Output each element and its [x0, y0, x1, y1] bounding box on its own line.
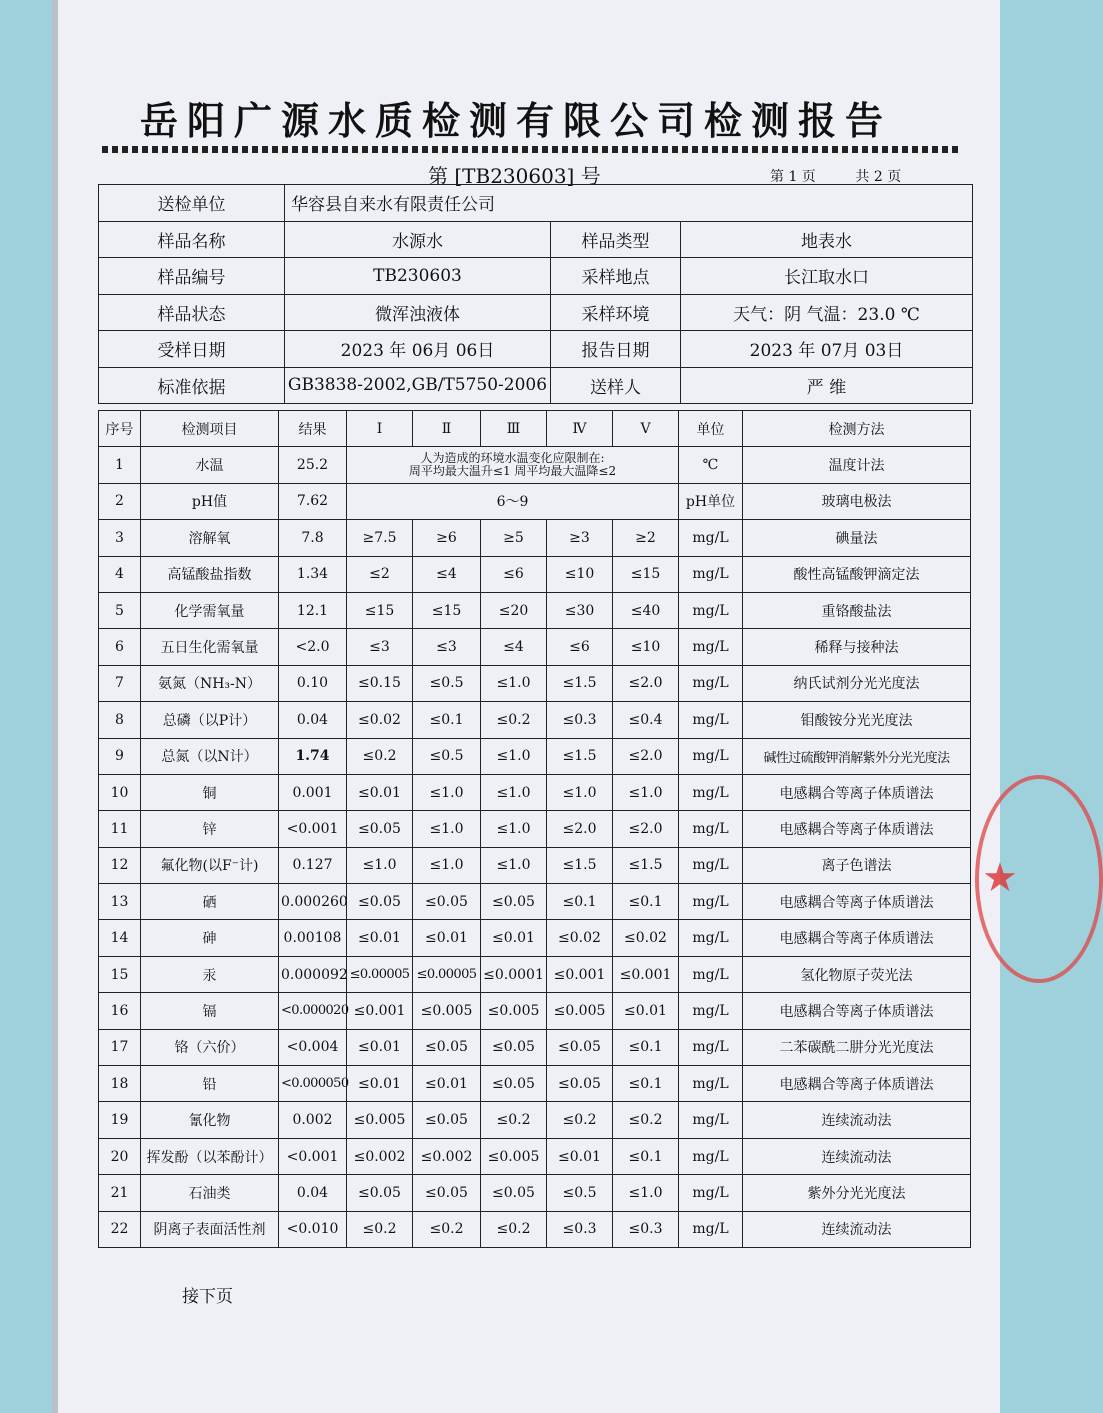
unit: mg/L: [679, 920, 743, 956]
limit-class-3: ≤0.05: [481, 1175, 547, 1211]
test-result: <0.001: [279, 811, 347, 847]
limit-class-4: ≤1.5: [547, 847, 613, 883]
table-row: [99, 1175, 971, 1211]
report-date-value: 2023 年 07月 03日: [681, 331, 973, 368]
test-item: 铅: [141, 1066, 279, 1102]
seal-star-icon: ★: [982, 855, 1018, 901]
sender-value: 严 维: [681, 367, 973, 404]
header-cell: 结果: [279, 411, 347, 447]
sample-info-table: [98, 184, 973, 404]
limit-class-2: ≤0.00005: [413, 956, 481, 992]
limit-class-2: ≤3: [413, 629, 481, 665]
test-item: 锌: [141, 811, 279, 847]
test-item: 总氮（以N计）: [141, 738, 279, 774]
report-number: 第 [TB230603] 号: [428, 164, 601, 188]
limit-class-4: ≤6: [547, 629, 613, 665]
test-result: 25.2: [279, 447, 347, 483]
sample-name-value: 水源水: [285, 221, 551, 258]
recv-date-label: 受样日期: [99, 331, 285, 368]
test-method: 电感耦合等离子体质谱法: [743, 774, 971, 810]
limit-class-3: ≤0.01: [481, 920, 547, 956]
limit-class-5: ≤0.01: [613, 993, 679, 1029]
test-method: 二苯碳酰二肼分光光度法: [743, 1029, 971, 1065]
limit-class-3: ≤0.2: [481, 1211, 547, 1247]
table-row: [99, 993, 971, 1029]
row-number: 9: [99, 738, 141, 774]
table-row: [99, 1029, 971, 1065]
header-cell: Ⅲ: [481, 411, 547, 447]
limit-class-5: ≤0.2: [613, 1102, 679, 1138]
limit-class-1: ≤0.01: [347, 1066, 413, 1102]
unit: mg/L: [679, 1102, 743, 1138]
test-result: 7.8: [279, 520, 347, 556]
page-current: 第 1 页: [770, 169, 816, 185]
limit-class-3: ≤0.05: [481, 1029, 547, 1065]
test-item: pH值: [141, 483, 279, 519]
limit-class-2: ≤0.1: [413, 702, 481, 738]
results-table: [98, 410, 971, 1248]
test-result: 7.62: [279, 483, 347, 519]
unit: mg/L: [679, 738, 743, 774]
env-label: 采样环境: [551, 294, 681, 331]
limit-class-3: ≤0.005: [481, 993, 547, 1029]
limit-class-1: ≤1.0: [347, 847, 413, 883]
unit: mg/L: [679, 520, 743, 556]
site-value: 长江取水口: [681, 258, 973, 295]
env-value: 天气：阴 气温：23.0 ℃: [681, 294, 973, 331]
page-total: 共 2 页: [855, 169, 902, 185]
test-result: 1.34: [279, 556, 347, 592]
test-method: 酸性高锰酸钾滴定法: [743, 556, 971, 592]
unit: mg/L: [679, 592, 743, 628]
test-result: 0.000260: [279, 884, 347, 920]
unit: pH单位: [679, 483, 743, 519]
limit-class-5: ≤0.1: [613, 884, 679, 920]
test-item: 镉: [141, 993, 279, 1029]
limit-class-5: ≤0.1: [613, 1138, 679, 1174]
test-method: 重铬酸盐法: [743, 592, 971, 628]
limit-class-4: ≤0.3: [547, 1211, 613, 1247]
limit-class-5: ≤1.5: [613, 847, 679, 883]
limit-class-5: ≤10: [613, 629, 679, 665]
limit-class-5: ≤40: [613, 592, 679, 628]
table-row: [99, 665, 971, 701]
table-row: [99, 447, 971, 483]
recv-date-value: 2023 年 06月 06日: [285, 331, 551, 368]
table-row: [99, 1102, 971, 1138]
limit-class-5: ≤0.1: [613, 1029, 679, 1065]
limit-class-1: ≤0.001: [347, 993, 413, 1029]
limit-class-5: ≤0.1: [613, 1066, 679, 1102]
test-item: 阴离子表面活性剂: [141, 1211, 279, 1247]
test-item: 砷: [141, 920, 279, 956]
test-method: 电感耦合等离子体质谱法: [743, 993, 971, 1029]
table-row: [99, 556, 971, 592]
row-number: 13: [99, 884, 141, 920]
limit-class-2: ≤0.05: [413, 1102, 481, 1138]
limit-class-1: ≤0.15: [347, 665, 413, 701]
limit-class-2: ≤0.002: [413, 1138, 481, 1174]
sample-type-label: 样品类型: [551, 221, 681, 258]
test-method: 碘量法: [743, 520, 971, 556]
unit: mg/L: [679, 1175, 743, 1211]
limit-class-2: ≤4: [413, 556, 481, 592]
test-result: 0.04: [279, 702, 347, 738]
test-result: 0.000092: [279, 956, 347, 992]
row-number: 6: [99, 629, 141, 665]
limit-class-3: ≥5: [481, 520, 547, 556]
limit-class-5: ≤0.3: [613, 1211, 679, 1247]
row-number: 11: [99, 811, 141, 847]
limit-class-2: ≤15: [413, 592, 481, 628]
state-value: 微浑浊液体: [285, 294, 551, 331]
limit-class-3: ≤0.05: [481, 1066, 547, 1102]
table-row: [99, 702, 971, 738]
client-label: 送检单位: [99, 185, 285, 222]
limit-class-5: ≤2.0: [613, 738, 679, 774]
limit-merged: 6～9: [347, 483, 679, 519]
table-row: [99, 629, 971, 665]
test-item: 化学需氧量: [141, 592, 279, 628]
limit-class-2: ≤0.5: [413, 738, 481, 774]
limit-class-4: ≤0.01: [547, 1138, 613, 1174]
limit-class-3: ≤4: [481, 629, 547, 665]
header-cell: Ⅳ: [547, 411, 613, 447]
limit-class-2: ≤0.05: [413, 1029, 481, 1065]
unit: mg/L: [679, 1066, 743, 1102]
limit-class-3: ≤1.0: [481, 847, 547, 883]
test-method: 电感耦合等离子体质谱法: [743, 1066, 971, 1102]
limit-class-2: ≤1.0: [413, 847, 481, 883]
test-item: 总磷（以P计）: [141, 702, 279, 738]
limit-class-2: ≥6: [413, 520, 481, 556]
test-result: 0.00108: [279, 920, 347, 956]
header-cell: Ⅱ: [413, 411, 481, 447]
unit: mg/L: [679, 847, 743, 883]
unit: mg/L: [679, 629, 743, 665]
limit-class-3: ≤6: [481, 556, 547, 592]
table-row: [99, 1211, 971, 1247]
row-number: 20: [99, 1138, 141, 1174]
limit-class-2: ≤1.0: [413, 774, 481, 810]
test-method: 离子色谱法: [743, 847, 971, 883]
limit-class-1: ≤0.01: [347, 774, 413, 810]
standard-value: GB3838-2002,GB/T5750-2006: [285, 367, 551, 404]
sample-type-value: 地表水: [681, 221, 973, 258]
limit-class-5: ≤15: [613, 556, 679, 592]
unit: mg/L: [679, 811, 743, 847]
limit-class-3: ≤0.0001: [481, 956, 547, 992]
header-cell: Ⅴ: [613, 411, 679, 447]
row-number: 17: [99, 1029, 141, 1065]
limit-class-4: ≤1.0: [547, 774, 613, 810]
header-cell: 检测方法: [743, 411, 971, 447]
limit-class-4: ≤0.02: [547, 920, 613, 956]
test-method: 纳氏试剂分光光度法: [743, 665, 971, 701]
row-number: 10: [99, 774, 141, 810]
unit: mg/L: [679, 702, 743, 738]
test-method: 碱性过硫酸钾消解紫外分光光度法: [743, 738, 971, 774]
test-result: <0.010: [279, 1211, 347, 1247]
test-result: 0.001: [279, 774, 347, 810]
limit-class-3: ≤0.05: [481, 884, 547, 920]
table-row: [99, 847, 971, 883]
continue-note: 接下页: [182, 1287, 233, 1307]
limit-class-3: ≤1.0: [481, 811, 547, 847]
table-row: [99, 483, 971, 519]
title-dotted-rule: [102, 146, 962, 153]
test-method: 电感耦合等离子体质谱法: [743, 920, 971, 956]
limit-class-5: ≤2.0: [613, 811, 679, 847]
limit-class-5: ≤1.0: [613, 1175, 679, 1211]
test-item: 硒: [141, 884, 279, 920]
test-item: 氨氮（NH₃-N）: [141, 665, 279, 701]
limit-class-4: ≤30: [547, 592, 613, 628]
state-label: 样品状态: [99, 294, 285, 331]
limit-class-4: ≤0.2: [547, 1102, 613, 1138]
unit: mg/L: [679, 993, 743, 1029]
limit-class-1: ≤0.2: [347, 1211, 413, 1247]
table-row: [99, 956, 971, 992]
table-row: [99, 1138, 971, 1174]
limit-class-3: ≤20: [481, 592, 547, 628]
limit-class-3: ≤1.0: [481, 665, 547, 701]
row-number: 1: [99, 447, 141, 483]
limit-class-2: ≤0.01: [413, 1066, 481, 1102]
sample-name-label: 样品名称: [99, 221, 285, 258]
table-row: [99, 738, 971, 774]
limit-class-1: ≤0.05: [347, 811, 413, 847]
test-item: 挥发酚（以苯酚计）: [141, 1138, 279, 1174]
test-item: 铜: [141, 774, 279, 810]
limit-class-3: ≤0.2: [481, 1102, 547, 1138]
limit-class-4: ≤0.05: [547, 1066, 613, 1102]
test-item: 汞: [141, 956, 279, 992]
test-result: 12.1: [279, 592, 347, 628]
test-method: 钼酸铵分光光度法: [743, 702, 971, 738]
limit-class-5: ≤0.4: [613, 702, 679, 738]
test-result: <0.004: [279, 1029, 347, 1065]
limit-class-4: ≤0.005: [547, 993, 613, 1029]
unit: mg/L: [679, 556, 743, 592]
table-row: [99, 811, 971, 847]
site-label: 采样地点: [551, 258, 681, 295]
limit-class-5: ≤0.001: [613, 956, 679, 992]
limit-class-5: ≤0.02: [613, 920, 679, 956]
limit-merged: 人为造成的环境水温变化应限制在: 周平均最大温升≤1 周平均最大温降≤2: [347, 447, 679, 483]
sample-no-value: TB230603: [285, 258, 551, 295]
test-method: 连续流动法: [743, 1211, 971, 1247]
table-row: [99, 520, 971, 556]
results-header-row: [99, 411, 971, 447]
limit-class-4: ≤2.0: [547, 811, 613, 847]
table-row: [99, 592, 971, 628]
test-method: 玻璃电极法: [743, 483, 971, 519]
report-title: 岳阳广源水质检测有限公司检测报告: [140, 98, 893, 143]
unit: ℃: [679, 447, 743, 483]
limit-class-2: ≤1.0: [413, 811, 481, 847]
unit: mg/L: [679, 665, 743, 701]
sender-label: 送样人: [551, 367, 681, 404]
table-row: [99, 920, 971, 956]
unit: mg/L: [679, 774, 743, 810]
limit-class-1: ≤15: [347, 592, 413, 628]
test-item: 高锰酸盐指数: [141, 556, 279, 592]
limit-class-4: ≤1.5: [547, 738, 613, 774]
limit-class-5: ≤2.0: [613, 665, 679, 701]
test-result: 0.002: [279, 1102, 347, 1138]
limit-class-3: ≤1.0: [481, 774, 547, 810]
limit-class-1: ≤0.05: [347, 1175, 413, 1211]
standard-label: 标准依据: [99, 367, 285, 404]
row-number: 15: [99, 956, 141, 992]
header-cell: 序号: [99, 411, 141, 447]
test-result: 0.04: [279, 1175, 347, 1211]
test-method: 温度计法: [743, 447, 971, 483]
unit: mg/L: [679, 1211, 743, 1247]
header-cell: Ⅰ: [347, 411, 413, 447]
limit-class-1: ≤0.02: [347, 702, 413, 738]
row-number: 5: [99, 592, 141, 628]
limit-class-2: ≤0.005: [413, 993, 481, 1029]
test-result: <0.001: [279, 1138, 347, 1174]
test-item: 五日生化需氧量: [141, 629, 279, 665]
table-row: [99, 884, 971, 920]
test-method: 氢化物原子荧光法: [743, 956, 971, 992]
test-method: 紫外分光光度法: [743, 1175, 971, 1211]
limit-class-4: ≤10: [547, 556, 613, 592]
header-cell: 单位: [679, 411, 743, 447]
table-row: [99, 1066, 971, 1102]
test-result: 1.74: [279, 738, 347, 774]
unit: mg/L: [679, 1029, 743, 1065]
row-number: 2: [99, 483, 141, 519]
test-item: 铬（六价）: [141, 1029, 279, 1065]
limit-class-4: ≤1.5: [547, 665, 613, 701]
test-result: <2.0: [279, 629, 347, 665]
limit-class-2: ≤0.2: [413, 1211, 481, 1247]
test-method: 连续流动法: [743, 1102, 971, 1138]
page-info: [770, 166, 905, 186]
test-result: 0.127: [279, 847, 347, 883]
limit-class-5: ≤1.0: [613, 774, 679, 810]
test-method: 连续流动法: [743, 1138, 971, 1174]
unit: mg/L: [679, 1138, 743, 1174]
row-number: 18: [99, 1066, 141, 1102]
test-item: 氰化物: [141, 1102, 279, 1138]
limit-class-4: ≤0.001: [547, 956, 613, 992]
limit-class-2: ≤0.5: [413, 665, 481, 701]
row-number: 4: [99, 556, 141, 592]
table-row: [99, 774, 971, 810]
row-number: 12: [99, 847, 141, 883]
limit-class-3: ≤0.005: [481, 1138, 547, 1174]
limit-class-4: ≤0.05: [547, 1029, 613, 1065]
limit-class-4: ≤0.5: [547, 1175, 613, 1211]
limit-class-1: ≤0.002: [347, 1138, 413, 1174]
test-result: <0.000050: [279, 1066, 347, 1102]
test-item: 石油类: [141, 1175, 279, 1211]
report-date-label: 报告日期: [551, 331, 681, 368]
unit: mg/L: [679, 956, 743, 992]
sample-no-label: 样品编号: [99, 258, 285, 295]
test-item: 水温: [141, 447, 279, 483]
test-result: <0.000020: [279, 993, 347, 1029]
limit-class-1: ≤0.05: [347, 884, 413, 920]
limit-class-4: ≤0.3: [547, 702, 613, 738]
header-cell: 检测项目: [141, 411, 279, 447]
row-number: 14: [99, 920, 141, 956]
row-number: 21: [99, 1175, 141, 1211]
limit-class-4: ≤0.1: [547, 884, 613, 920]
limit-class-1: ≤0.2: [347, 738, 413, 774]
row-number: 19: [99, 1102, 141, 1138]
row-number: 7: [99, 665, 141, 701]
limit-class-2: ≤0.05: [413, 884, 481, 920]
client-value: 华容县自来水有限责任公司: [285, 185, 973, 222]
limit-class-1: ≤0.01: [347, 920, 413, 956]
limit-class-1: ≤0.00005: [347, 956, 413, 992]
row-number: 16: [99, 993, 141, 1029]
test-item: 氟化物(以F⁻计): [141, 847, 279, 883]
limit-class-4: ≥3: [547, 520, 613, 556]
limit-class-1: ≤2: [347, 556, 413, 592]
limit-class-1: ≤3: [347, 629, 413, 665]
limit-class-1: ≥7.5: [347, 520, 413, 556]
row-number: 8: [99, 702, 141, 738]
test-result: 0.10: [279, 665, 347, 701]
test-item: 溶解氧: [141, 520, 279, 556]
row-number: 3: [99, 520, 141, 556]
limit-class-1: ≤0.01: [347, 1029, 413, 1065]
limit-class-5: ≥2: [613, 520, 679, 556]
row-number: 22: [99, 1211, 141, 1247]
limit-class-3: ≤0.2: [481, 702, 547, 738]
limit-class-2: ≤0.05: [413, 1175, 481, 1211]
unit: mg/L: [679, 884, 743, 920]
test-method: 电感耦合等离子体质谱法: [743, 811, 971, 847]
test-method: 稀释与接种法: [743, 629, 971, 665]
test-method: 电感耦合等离子体质谱法: [743, 884, 971, 920]
limit-class-1: ≤0.005: [347, 1102, 413, 1138]
limit-class-3: ≤1.0: [481, 738, 547, 774]
limit-class-2: ≤0.01: [413, 920, 481, 956]
